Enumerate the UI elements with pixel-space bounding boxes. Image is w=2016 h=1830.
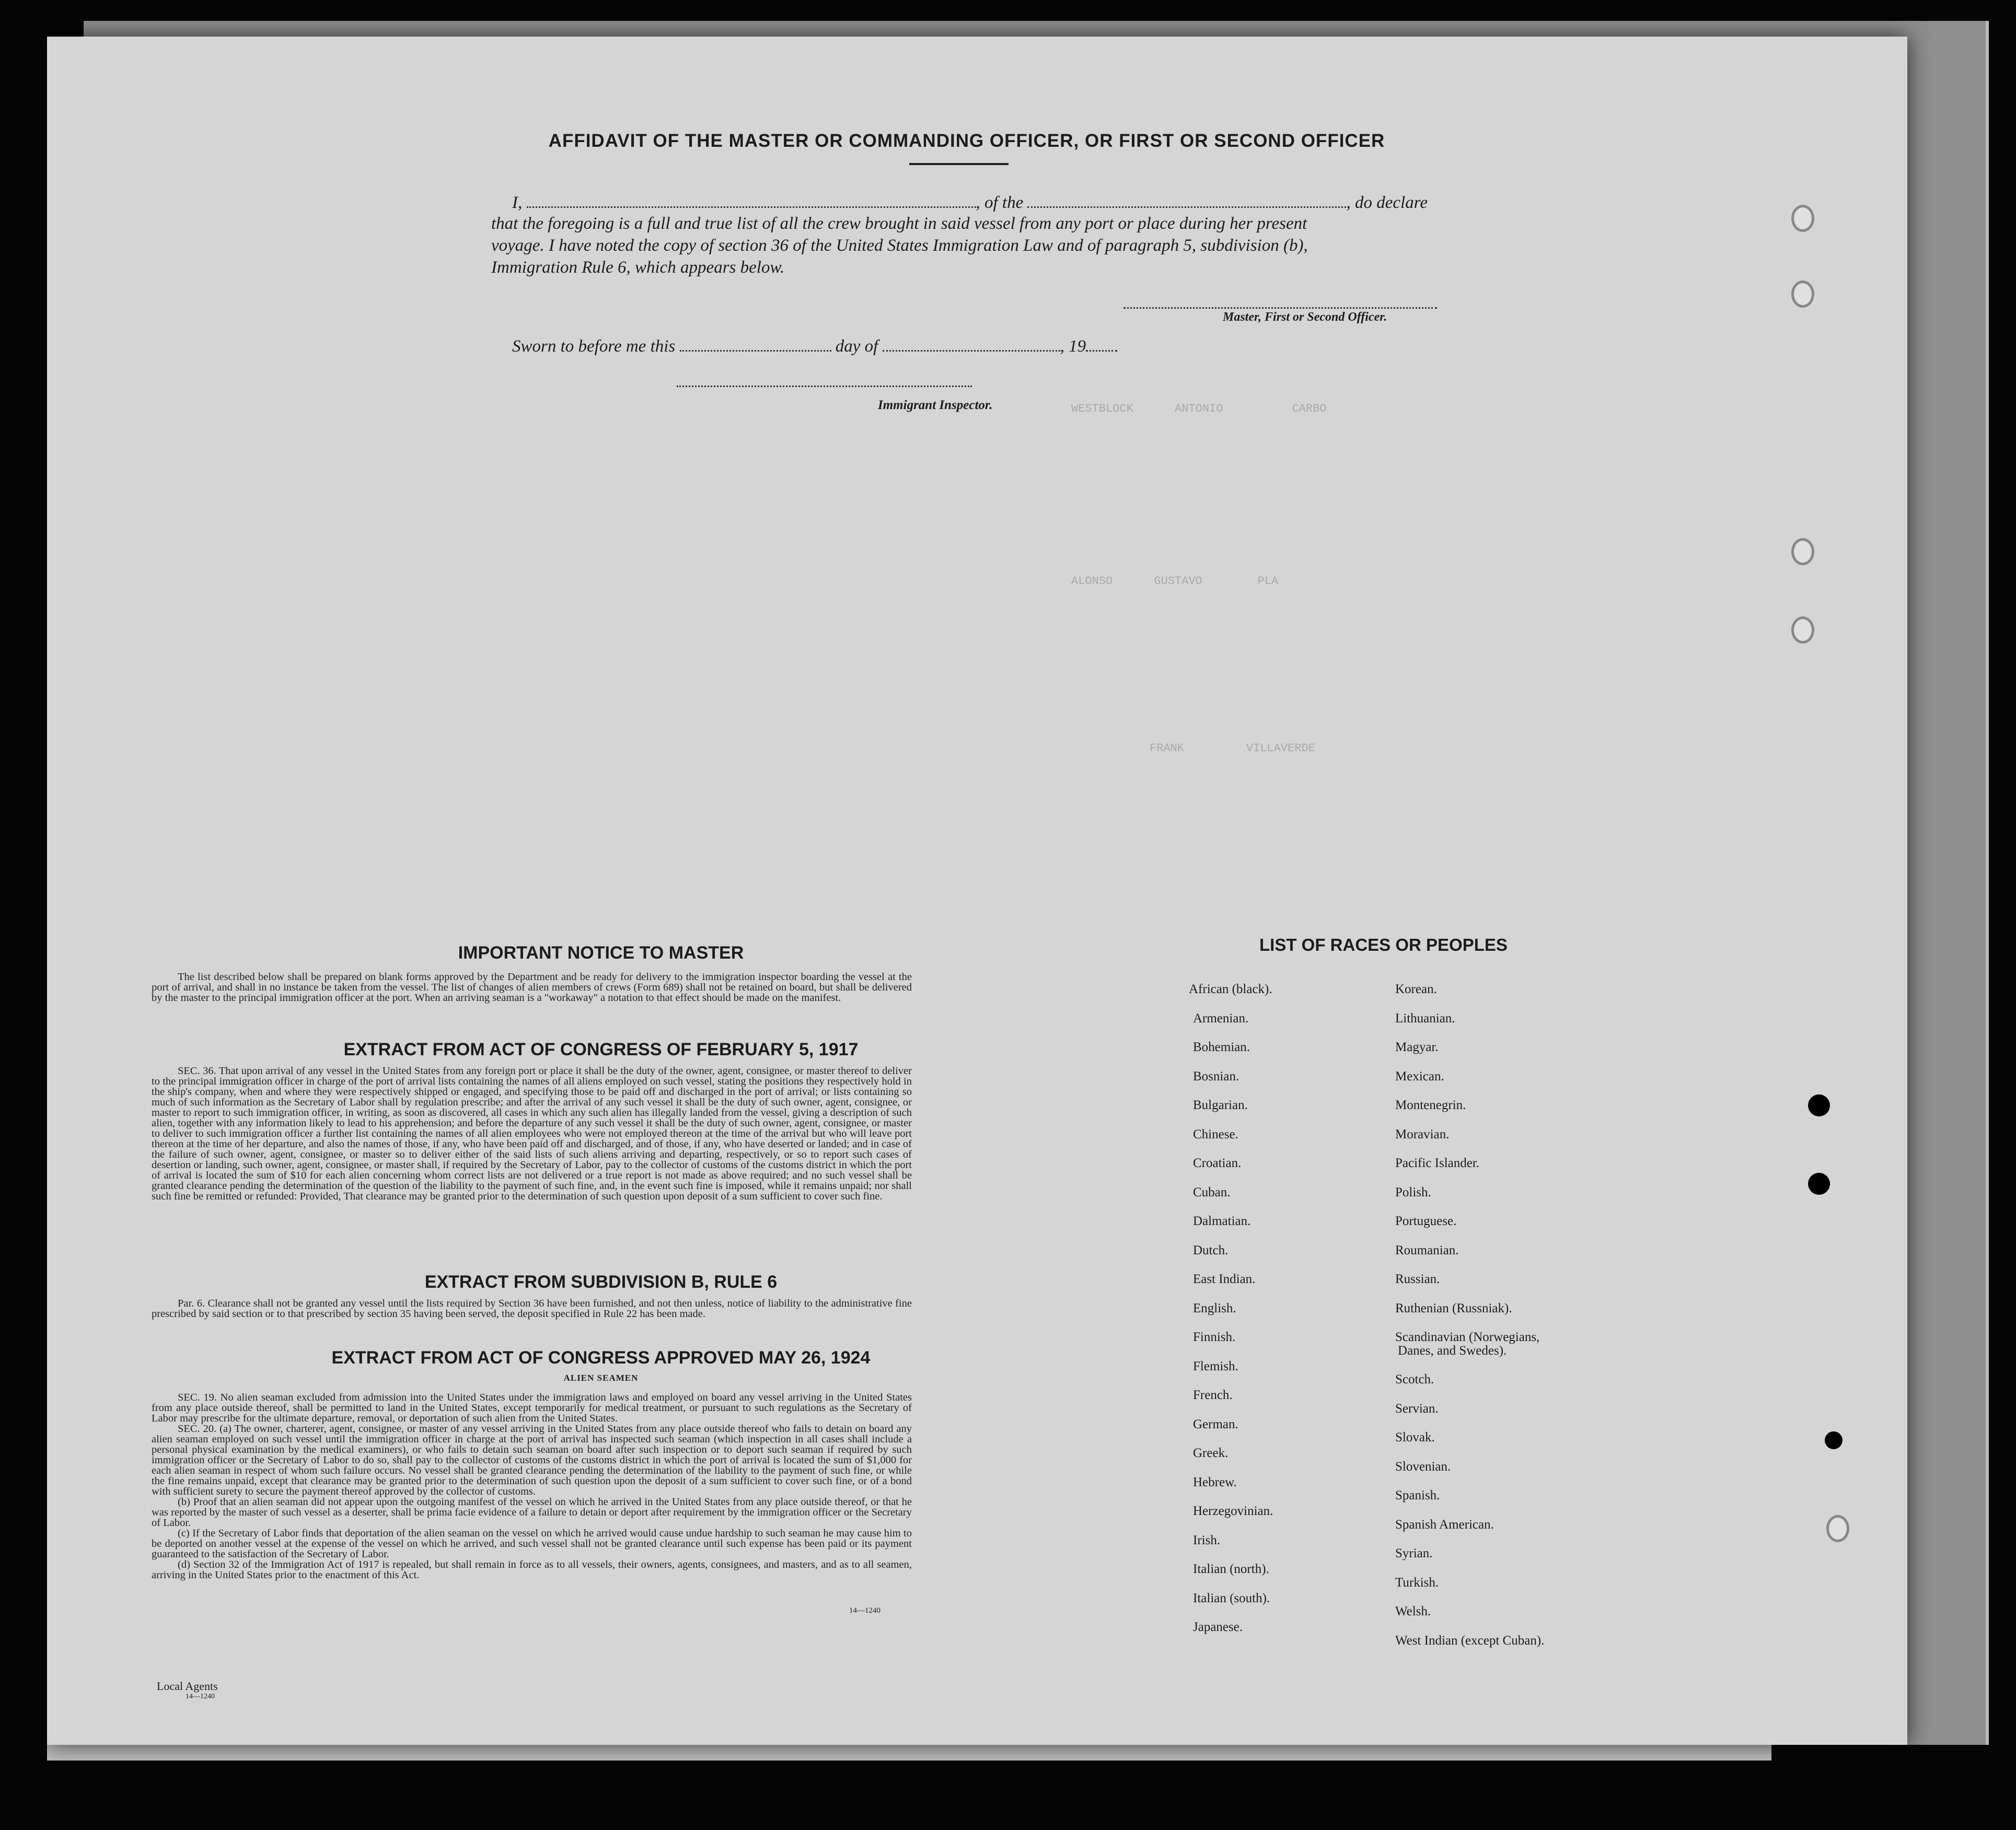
notice-text: The list described below shall be prepared on blank forms approved by the Department and be ready for delivery to the immigration inspector boarding the vessel at the port of arrival, and shall in no instance be taken from the vessel. The list of changes of alien members of crews (Form 689) shall not be retained on board, but shall be delivered by the master to the principal immigration officer at the port. When an arriving seaman is a "workaway" a notation to that effect should be made on the manifest. — [152, 971, 912, 1004]
extract-1917-title: EXTRACT FROM ACT OF CONGRESS OF FEBRUARY 5, 1917 — [343, 1040, 859, 1059]
race-item: Scotch. — [1395, 1372, 1434, 1386]
race-item: Armenian. — [1193, 1011, 1249, 1025]
race-item: Italian (south). — [1193, 1591, 1270, 1605]
race-item: Russian. — [1395, 1272, 1440, 1286]
race-item: Danes, and Swedes). — [1398, 1343, 1507, 1358]
vessel-blank[interactable] — [1027, 206, 1346, 208]
race-item: Montenegrin. — [1395, 1098, 1466, 1112]
races-title: LIST OF RACES OR PEOPLES — [1259, 935, 1508, 954]
sec20b-text: (b) Proof that an alien seaman did not appear upon the outgoing manifest of the vessel on which he arrived in the United States from any place outside thereof, or that he was reported by the master of such vessel as a deserter, shall be prima facie evidence of a failure to detain or deport after requirement by the immigration officer or the Secretary of Labor. — [152, 1496, 912, 1529]
extract-rule6-body — [152, 1298, 912, 1319]
notice-body — [152, 972, 912, 1003]
race-item: Italian (north). — [1193, 1562, 1269, 1576]
race-item: Flemish. — [1193, 1359, 1238, 1373]
punch-dot — [1808, 1094, 1830, 1116]
master-label: Master, First or Second Officer. — [1223, 310, 1387, 324]
race-item: Scandinavian (Norwegians, — [1395, 1330, 1540, 1344]
inspector-signature-line[interactable] — [677, 386, 972, 387]
race-item: German. — [1193, 1417, 1238, 1431]
affidavit-of-the: , of the — [976, 193, 1024, 212]
inspector-label: Immigrant Inspector. — [878, 398, 993, 412]
race-item: English. — [1193, 1301, 1236, 1315]
binder-hole — [1826, 1515, 1849, 1542]
race-item: Syrian. — [1395, 1546, 1433, 1560]
punch-dot — [1808, 1173, 1830, 1195]
form-number: 14—1240 — [849, 1606, 880, 1615]
race-item: Roumanian. — [1395, 1243, 1459, 1257]
binder-hole — [1791, 281, 1814, 308]
sec20d-text: (d) Section 32 of the Immigration Act of 1917 is repealed, but shall remain in force as to all vessels, their owners, agents, consignees, and masters, and as to all seamen, arriving in the United States prior to the enactment of this Act. — [152, 1559, 912, 1581]
race-item: Dalmatian. — [1193, 1214, 1251, 1228]
sworn-year-blank[interactable] — [1086, 350, 1117, 352]
race-item: Finnish. — [1193, 1330, 1236, 1344]
race-item: Ruthenian (Russniak). — [1395, 1301, 1512, 1315]
sworn-month-blank[interactable] — [883, 350, 1060, 352]
race-item: Japanese. — [1193, 1620, 1243, 1634]
extract-rule6-title: EXTRACT FROM SUBDIVISION B, RULE 6 — [424, 1272, 778, 1292]
affidavit-line-3: voyage. I have noted the copy of section 36 of the United States Immigration Law and of paragraph 5, subdivision (b), — [491, 236, 1308, 255]
affidavit-title: AFFIDAVIT OF THE MASTER OR COMMANDING OFFICER, OR FIRST OR SECOND OFFICER — [548, 131, 1385, 151]
race-item: Hebrew. — [1193, 1475, 1237, 1489]
extract-1924-subtitle: ALIEN SEAMEN — [563, 1373, 639, 1383]
race-item: Chinese. — [1193, 1127, 1238, 1141]
sworn-line — [512, 337, 1117, 356]
race-item: Bohemian. — [1193, 1040, 1250, 1054]
binder-hole — [1791, 538, 1814, 565]
title-rule — [909, 163, 1009, 165]
race-item: Bulgarian. — [1193, 1098, 1248, 1112]
affidavit-declare: , do declare — [1346, 193, 1428, 212]
race-item: Bosnian. — [1193, 1069, 1239, 1083]
binder-hole — [1791, 616, 1814, 644]
race-item: Herzegovinian. — [1193, 1504, 1273, 1518]
master-signature-line[interactable] — [1123, 307, 1437, 309]
affidavit-line-4: Immigration Rule 6, which appears below. — [491, 258, 785, 277]
race-item: Moravian. — [1395, 1127, 1450, 1141]
race-item: Korean. — [1395, 982, 1437, 996]
name-blank[interactable] — [527, 206, 976, 208]
race-item: Magyar. — [1395, 1040, 1439, 1054]
local-agents-label: Local Agents — [157, 1680, 218, 1693]
race-item: Polish. — [1395, 1185, 1431, 1199]
race-item: Croatian. — [1193, 1156, 1242, 1170]
sec19-text: SEC. 19. No alien seaman excluded from admission into the United States under the immigration laws and employed on board any vessel arriving in the United States from any place outside thereof, shall be permitted to land in the United States, except temporarily for medical treatment, or pursuant to such regulations as the Secretary of Labor may prescribe for the ultimate departure, removal, or deportation of such alien from the United States. — [152, 1392, 912, 1424]
race-item: Cuban. — [1193, 1185, 1231, 1199]
race-item: West Indian (except Cuban). — [1395, 1633, 1545, 1648]
extract-1917-body — [152, 1066, 912, 1202]
race-item: French. — [1193, 1388, 1233, 1402]
race-item: Spanish American. — [1395, 1517, 1494, 1532]
extract-rule6-text: Par. 6. Clearance shall not be granted any vessel until the lists required by Section 36 have been furnished, and not then unless, notice of liability to the administrative fine prescribed by said section or to that prescribed by section 35 having been served, the deposit specified in Rule 22 has been made. — [152, 1298, 912, 1320]
race-item: Slovak. — [1395, 1430, 1435, 1444]
affidavit-line-2: that the foregoing is a full and true list of all the crew brought in said vessel from any port or place during her present — [491, 214, 1307, 233]
bleed-through-text: WESTBLOCK ANTONIO CARBO — [1071, 402, 1327, 415]
sec20a-text: SEC. 20. (a) The owner, charterer, agent, consignee, or master of any vessel arriving in the United States from any place outside thereof who fails to detain on board any alien seaman employed on such vessel until the immigration officer in charge at the port of arrival has inspected such seaman (which inspection in all cases shall include a personal physical examination by the medical examiners), or who fails to detain such seaman on board after such inspection or to deport such seaman if required by such immigration officer or the Secretary of Labor to do so, shall pay to the collector of customs of the customs district in which the port of arrival is located the sum of $1,000 for each alien seaman in respect of whom such failure occurs. No vessel shall be granted clearance pending the determination of the liability to the payment of such fine, or while the fine remains unpaid, except that clearance may be granted prior to the determination of such question upon the deposit of a sum sufficient to cover such fine, or of a bond with sufficient surety to secure the payment thereof approved by the collector of customs. — [152, 1423, 912, 1497]
race-item: Mexican. — [1395, 1069, 1444, 1083]
race-item: Spanish. — [1395, 1488, 1440, 1502]
affidavit-i: I, — [512, 193, 523, 212]
race-item: Irish. — [1193, 1533, 1221, 1547]
bleed-through-text: ALONSO GUSTAVO PLA — [1071, 575, 1279, 588]
race-item: Welsh. — [1395, 1604, 1431, 1618]
race-item: Portuguese. — [1395, 1214, 1457, 1228]
race-item: Lithuanian. — [1395, 1011, 1455, 1025]
race-item: Greek. — [1193, 1446, 1229, 1460]
footer-form-number: 14—1240 — [186, 1693, 215, 1700]
race-item: Slovenian. — [1395, 1459, 1451, 1474]
race-item: Dutch. — [1193, 1243, 1229, 1257]
sec20c-text: (c) If the Secretary of Labor finds that deportation of the alien seaman on the vessel on which he arrived would cause undue hardship to such seaman he may cause him to be deported on another vessel at the expense of the vessel on which he arrived, and such vessel shall not be granted clearance until such expense has been paid or its payment guaranteed to the satisfaction of the Secretary of Labor. — [152, 1528, 912, 1560]
punch-dot — [1825, 1431, 1843, 1449]
binder-hole — [1791, 205, 1814, 232]
extract-1924-title: EXTRACT FROM ACT OF CONGRESS APPROVED MAY 26, 1924 — [331, 1348, 871, 1368]
extract-1917-text: SEC. 36. That upon arrival of any vessel in the United States from any foreign port or place it shall be the duty of the owner, agent, consignee, or master thereof to deliver to the principal immigration officer in charge of the port of arrival lists containing the names of all aliens employed on such vessel, stating the positions they respectively hold in the ship's company, when and where they were respectively shipped or engaged, and specifying those to be paid off and discharged in the port of arrival; or lists containing so much of such information as the Secretary of Labor shall by regulation prescribe; and after the arrival of any such vessel it shall be the duty of such owner, agent, consignee, or master to report to such immigration officer, in writing, as soon as discovered, all cases in which any such alien has illegally landed from the vessel, giving a description of such alien, together with any information likely to lead to his apprehension; and before the departure of any such vessel it shall be the duty of such owner, agent, consignee, or master to deliver to such immigration officer a further list containing the names of all alien employees who were not employed thereon at the time of the arrival but who will leave port thereon at the time of her departure, and also the names of those, if any, who have been paid off and discharged, and of those, if any, who have deserted or landed; and in case of the failure of such owner, agent, consignee, or master so to deliver either of the said lists of such aliens arriving and departing, respectively, or so to report such cases of desertion or landing, such owner, agent, consignee, or master shall, if required by the Secretary of Labor, pay to the collector of customs of the customs district in which the port of arrival is located the sum of $10 for each alien concerning whom correct lists are not delivered or a true report is not made as above required; and no such vessel shall be granted clearance pending the determination of the question of the liability to the payment of such fine, and, in the event such fine is imposed, while it remains unpaid; nor shall such fine be remitted or refunded: Provided, That clearance may be granted prior to the determination of such question upon deposit of a sum sufficient to cover such fine. — [152, 1065, 912, 1202]
race-item: African (black). — [1189, 982, 1272, 996]
race-item: Pacific Islander. — [1395, 1156, 1480, 1170]
sworn-day-blank[interactable] — [680, 350, 831, 352]
year-text: , 19 — [1060, 337, 1086, 356]
race-item: Servian. — [1395, 1401, 1439, 1416]
affidavit-line-1 — [512, 193, 1428, 213]
sworn-text: Sworn to before me this — [512, 337, 676, 356]
race-item: Turkish. — [1395, 1575, 1439, 1590]
race-item: East Indian. — [1193, 1272, 1256, 1286]
day-of-text: day of — [835, 337, 878, 356]
notice-title: IMPORTANT NOTICE TO MASTER — [458, 943, 744, 963]
extract-1924-body — [152, 1392, 912, 1580]
bleed-through-text: FRANK VILLAVERDE — [1150, 742, 1315, 755]
